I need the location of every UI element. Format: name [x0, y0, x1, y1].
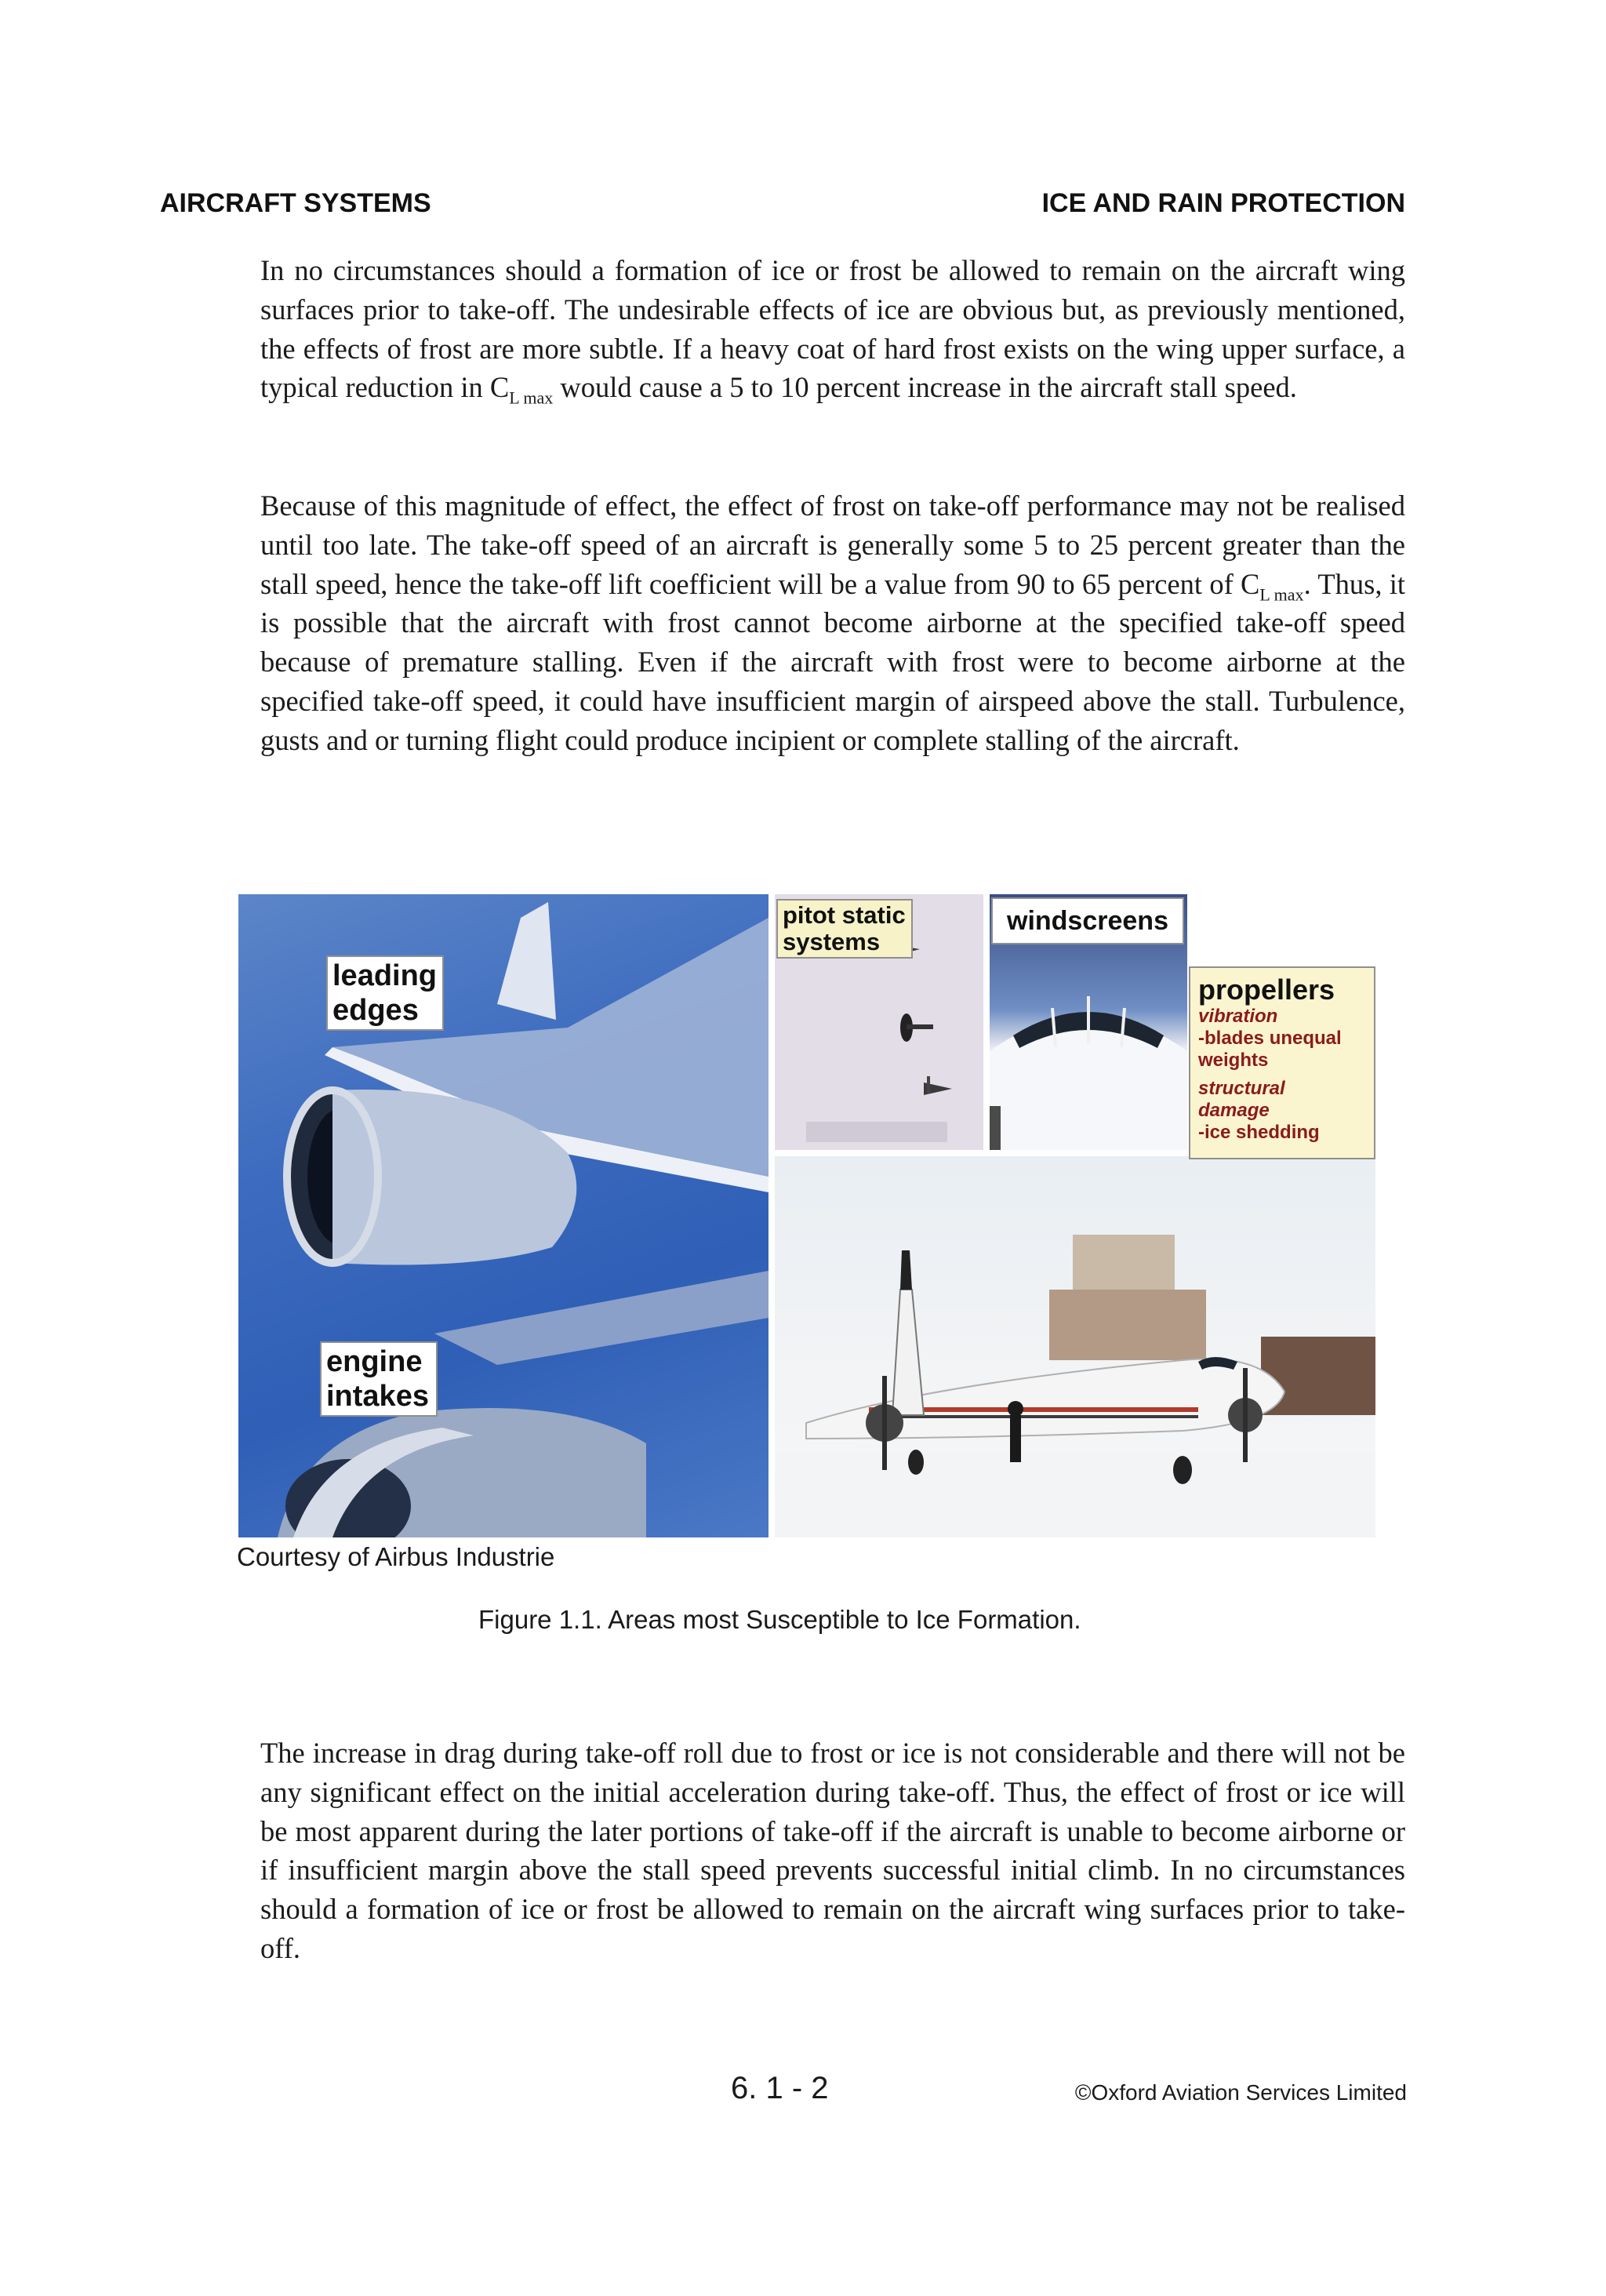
label-line: systems — [783, 928, 881, 955]
wing-engine-photo — [238, 894, 768, 1537]
propeller-item: -ice shedding — [1198, 1122, 1320, 1143]
photo-credit: Courtesy of Airbus Industrie — [237, 1542, 555, 1571]
paragraph-takeoff-effect — [260, 486, 1405, 760]
label-line: pitot static — [783, 901, 906, 929]
label-line: engine — [326, 1345, 423, 1378]
propeller-item: weights — [1198, 1050, 1269, 1071]
turboprop-illustration — [775, 1156, 1375, 1537]
text-run: would cause a 5 to 10 percent increase in the aircraft stall speed. — [553, 371, 1297, 404]
propeller-item: damage — [1198, 1100, 1270, 1121]
copyright-notice: ©Oxford Aviation Services Limited — [1074, 2080, 1407, 2105]
label-engine-intakes — [320, 1341, 438, 1417]
text-run: In no circumstances should a formation of ice or frost be allowed to remain on the aircraft wing surfaces prior to take-off. The undesirable effects of ice are obvious but, as previously mentioned, the effects of frost are more subtle. If a heavy coat of hard frost exists on the wing upper surface, a typical reduction in C — [260, 254, 1405, 404]
header-section-title: AIRCRAFT SYSTEMS — [160, 188, 431, 218]
label-leading-edges — [326, 955, 444, 1031]
label-windscreens: windscreens — [991, 897, 1184, 944]
subscript: L max — [509, 388, 554, 408]
label-propellers-title: propellers — [1198, 973, 1335, 1006]
paragraph-frost-intro — [260, 251, 1405, 407]
paragraph-drag-effect: The increase in drag during take-off roll due to frost or ice is not considerable and there will not be any significant effect on the initial acceleration during take-off. Thus, the effect of frost or ice will be most apparent during the later portions of take-off if the aircraft is unable to become airborne or if insufficient margin above the stall speed prevents successful initial climb. In no circumstances should a formation of ice or frost be allowed to remain on the aircraft wing surfaces prior to take-off. — [260, 1737, 1405, 1964]
wing-engine-illustration — [238, 894, 768, 1537]
label-line: edges — [332, 994, 419, 1027]
figure-ice-areas — [238, 894, 1375, 1537]
label-line: leading — [332, 959, 438, 992]
subscript: L max — [1259, 584, 1304, 604]
label-propellers — [1189, 966, 1375, 1159]
header-chapter-title: ICE AND RAIN PROTECTION — [1041, 188, 1405, 218]
propeller-item: structural — [1198, 1078, 1285, 1099]
propeller-item: -blades unequal — [1198, 1028, 1342, 1049]
label-line: intakes — [326, 1380, 429, 1413]
text-run: Because of this magnitude of effect, the effect of frost on take-off performance may not be realised until too late. The take-off speed of an aircraft is generally some 5 to 25 percent greater than the stall speed, hence the take-off lift coefficient will be a value from 90 to 65 percent of C — [260, 489, 1405, 600]
propeller-item: vibration — [1198, 1006, 1278, 1027]
text-run: . Thus, it is possible that the aircraft with frost cannot become airborne at the specified take-off speed because of premature stalling. Even if the aircraft with frost were to become airborne at the specified take-off speed, it could have insufficient margin of airspeed above the stall. Turbulence, gusts and or turning flight could produce incipient or complete stalling of the aircraft. — [260, 567, 1406, 756]
page-number: 6. 1 - 2 — [731, 2071, 829, 2105]
figure-caption: Figure 1.1. Areas most Susceptible to Ice Formation. — [478, 1605, 1081, 1634]
label-pitot-static — [776, 899, 913, 959]
turboprop-ramp-photo — [775, 1156, 1375, 1537]
